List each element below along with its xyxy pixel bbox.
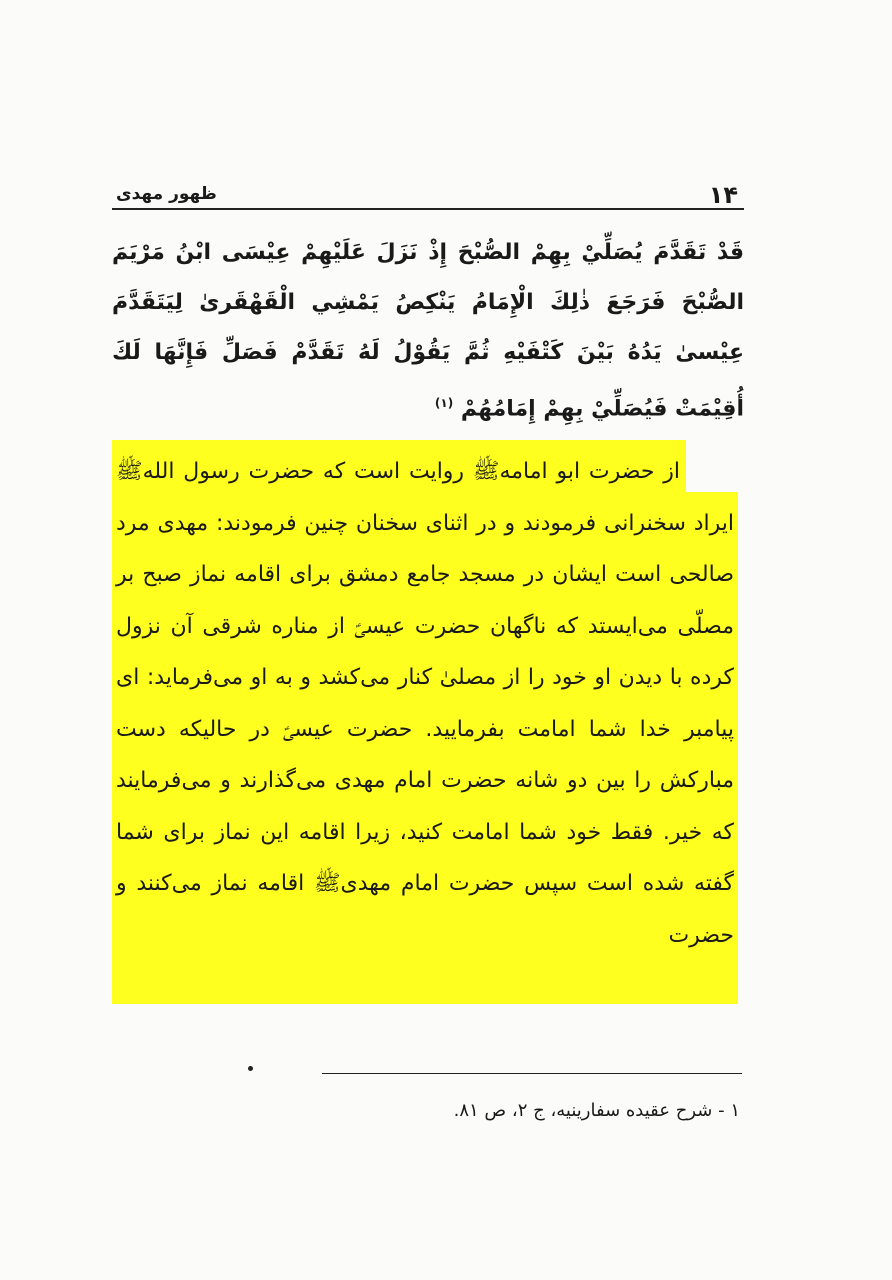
- arabic-hadith-body: قَدْ تَقَدَّمَ يُصَلِّيْ بِهِمْ الصُّبْحَ إِذْ نَزَلَ عَلَيْهِمْ عِيْسَى ابْنُ مَرْيَمَ الصُّبْحَ فَرَجَعَ ذٰلِكَ الْإِمَامُ يَنْكِصُ يَمْشِي الْقَهْقَرىٰ لِيَتَقَدَّمَ عِيْسىٰ يَدُهُ بَيْنَ كَتْفَيْهِ ثُمَّ يَقُوْلُ لَهُ تَقَدَّمْ فَصَلِّ فَإِنَّهَا لَكَ أُقِيْمَتْ فَيُصَلِّيْ بِهِمْ إِمَامُهُمْ: [112, 240, 744, 422]
- page-header: [112, 178, 744, 210]
- footnote-divider: [322, 1073, 742, 1074]
- arabic-hadith-text: [112, 228, 744, 434]
- persian-translation-body: از حضرت ابو امامهﷺ روایت است که حضرت رسول اللهﷺ ایراد سخنرانی فرمودند و در اثنای سخنان چنین فرمودند: مهدی مرد صالحی است ایشان در مسجد جامع دمشق برای اقامه نماز صبح بر مصلّی می‌ایستد که ناگهان حضرت عیسیؑ از مناره شرقی آن نزول کرده با دیدن او خود را از مصلیٰ کنار می‌کشد و به او می‌فرماید: ای پیامبر خدا شما امامت بفرمایید. حضرت عیسیؑ در حالیکه دست مبارکش را بین دو شانه حضرت امام مهدی می‌گذارند و می‌فرمایند که خیر. فقط خود شما امامت کنید، زیرا اقامه این نماز برای شما گفته شده است سپس حضرت امام مهدیﷺ اقامه نماز می‌کنند و حضرت: [116, 459, 734, 948]
- footnote: ۱ - شرح عقیده سفارینیه، ج ۲، ص ۸۱.: [453, 1100, 740, 1121]
- page-number: ۱۴: [708, 181, 738, 209]
- book-title: ظهور مهدی: [116, 184, 217, 204]
- ink-dot: [248, 1066, 253, 1071]
- footnote-reference: (۱): [434, 396, 454, 410]
- persian-translation: [116, 446, 734, 961]
